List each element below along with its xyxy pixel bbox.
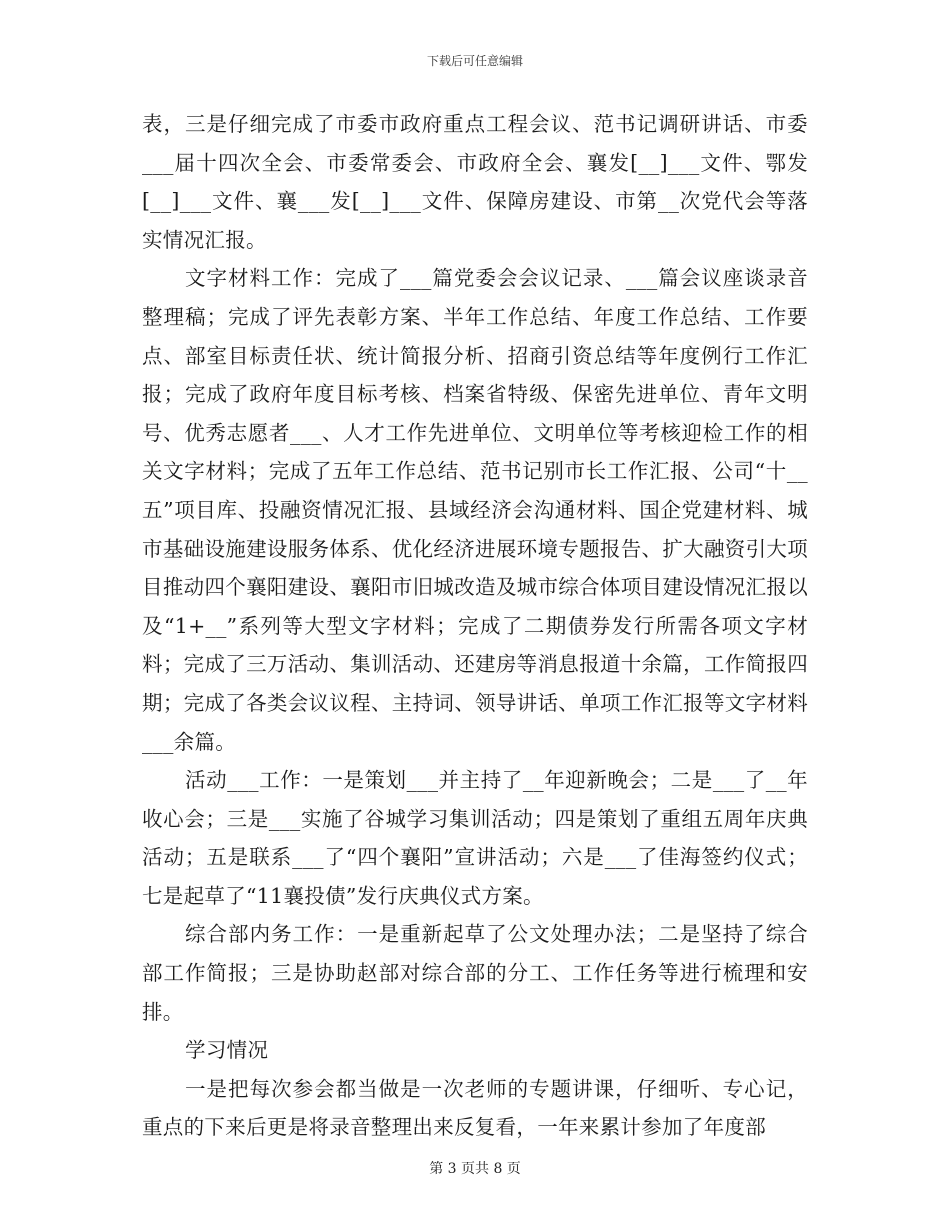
page-header-note: 下载后可任意编辑 (426, 54, 523, 68)
paragraph-study: 一是把每次参会都当做是一次老师的专题讲课，仔细听、专心记，重点的下来后更是将录音整理出来反复看，一年来累计参加了年度部 (142, 1076, 808, 1140)
section-heading-study: 学习情况 (185, 1038, 269, 1063)
paragraph-text-materials: 文字材料工作：完成了___篇党委会会议记录、___篇会议座谈录音整理稿；完成了评先表彰方案、半年工作总结、年度工作总结、工作要点、部室目标责任状、统计简报分析、招商引资总结等年度例行工作汇报；完成了政府年度目标考核、档案省特级、保密先进单位、青年文明号、优秀志愿者___、人才工作先进单位、文明单位等考核迎检工作的相关文字材料；完成了五年工作总结、范书记别市长工作汇报、公司“十__五”项目库、投融资情况汇报、县域经济会沟通材料、国企党建材料、城市基础设施建设服务体系、优化经济进展环境专题报告、扩大融资引大项目推动四个襄阳建设、襄阳市旧城改造及城市综合体项目建设情况汇报以及“1+__”系列等大型文字材料；完成了二期债券发行所需各项文字材料；完成了三万活动、集训活动、还建房等消息报道十余篇，工作简报四期；完成了各类会议议程、主持词、领导讲话、单项工作汇报等文字材料___余篇。 (142, 266, 808, 754)
paragraph-internal-affairs: 综合部内务工作：一是重新起草了公文处理办法；二是坚持了综合部工作简报；三是协助赵部对综合部的分工、工作任务等进行梳理和安排。 (142, 922, 808, 1024)
paragraph-activities: 活动___工作：一是策划___并主持了__年迎新晚会；二是___了__年收心会；三是___实施了谷城学习集训活动；四是策划了重组五周年庆典活动；五是联系___了“四个襄阳”宣讲活动；六是___了佳海签约仪式；七是起草了“11襄投债”发行庆典仪式方案。 (142, 768, 808, 908)
document-body (142, 105, 808, 1147)
page-number: 第 3 页共 8 页 (429, 1161, 521, 1177)
paragraph-continuation: 表，三是仔细完成了市委市政府重点工程会议、范书记调研讲话、市委___届十四次全会、市委常委会、市政府全会、襄发[__]___文件、鄂发[__]___文件、襄___发[__]___文件、保障房建设、市第__次党代会等落实情况汇报。 (142, 112, 808, 252)
